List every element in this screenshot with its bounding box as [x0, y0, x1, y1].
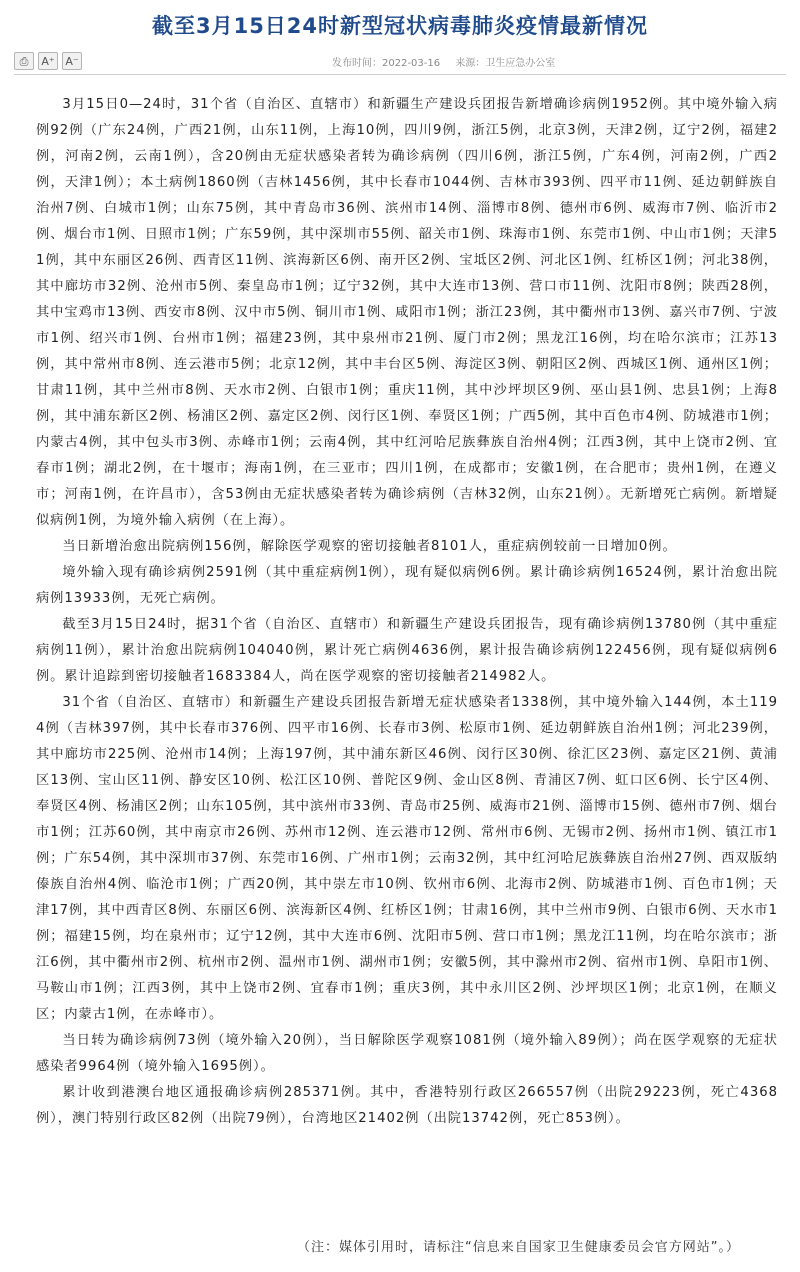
print-icon[interactable]: ⎙ [14, 52, 34, 70]
paragraph: 截至3月15日24时，据31个省（自治区、直辖市）和新疆生产建设兵团报告，现有确诊病例13780例（其中重症病例11例），累计治愈出院病例104040例，累计死亡病例4636例，累计报告确诊病例122456例，现有疑似病例6例。累计追踪到密切接触者1683384人，尚在医学观察的密切接触者214982人。 [36, 617, 778, 684]
publish-date: 发布时间：2022-03-16 [332, 58, 441, 69]
article-toolbar [14, 50, 786, 75]
source-label: 来源：卫生应急办公室 [455, 58, 556, 69]
article-body [36, 92, 778, 1132]
article-meta [332, 54, 567, 69]
paragraph: 境外输入现有确诊病例2591例（其中重症病例1例），现有疑似病例6例。累计确诊病例16524例，累计治愈出院病例13933例，无死亡病例。 [36, 565, 778, 606]
paragraph: 累计收到港澳台地区通报确诊病例285371例。其中，香港特别行政区266557例（出院29223例，死亡4368例），澳门特别行政区82例（出院79例），台湾地区21402例（出院13742例，死亡853例）。 [36, 1085, 778, 1126]
citation-note: （注：媒体引用时，请标注“信息来自国家卫生健康委员会官方网站”。） [297, 1240, 740, 1255]
paragraph: 3月15日0—24时，31个省（自治区、直辖市）和新疆生产建设兵团报告新增确诊病例1952例。其中境外输入病例92例（广东24例，广西21例，山东11例，上海10例，四川9例，浙江5例，北京3例，天津2例，辽宁2例，福建2例，河南2例，云南1例），含20例由无症状感染者转为确诊病例（四川6例，浙江5例，广东4例，河南2例，广西2例，天津1例）；本土病例1860例（吉林1456例，其中长春市1044例、吉林市393例、四平市11例、延边朝鲜族自治州7例、白城市1例；山东75例，其中青岛市36例、滨州市14例、淄博市8例、德州市6例、威海市7例、临沂市2例、烟台市1例、日照市1例；广东59例，其中深圳市55例、韶关市1例、珠海市1例、东莞市1例、中山市1例；天津51例，其中东丽区26例、西青区11例、滨海新区6例、南开区2例、宝坻区2例、河北区1例、红桥区1例；河北38例，其中廊坊市32例、沧州市5例、秦皇岛市1例；辽宁32例，其中大连市13例、营口市11例、沈阳市8例；陕西28例，其中宝鸡市13例、西安市8例、汉中市5例、铜川市1例、咸阳市1例；浙江23例，其中衢州市13例、嘉兴市7例、宁波市1例、绍兴市1例、台州市1例；福建23例，其中泉州市21例、厦门市2例；黑龙江16例，均在哈尔滨市；江苏13例，其中常州市8例、连云港市5例；北京12例，其中丰台区5例、海淀区3例、朝阳区2例、西城区1例、通州区1例；甘肃11例，其中兰州市8例、天水市2例、白银市1例；重庆11例，其中沙坪坝区9例、巫山县1例、忠县1例；上海8例，其中浦东新区2例、杨浦区2例、嘉定区2例、闵行区1例、奉贤区1例；广西5例，其中百色市4例、防城港市1例；内蒙古4例，其中包头市3例、赤峰市1例；云南4例，其中红河哈尼族彝族自治州4例；江西3例，其中上饶市2例、宜春市1例；湖北2例，在十堰市；海南1例，在三亚市；四川1例，在成都市；安徽1例，在合肥市；贵州1例，在遵义市；河南1例，在许昌市），含53例由无症状感染者转为确诊病例（吉林32例，山东21例）。无新增死亡病例。新增疑似病例1例，为境外输入病例（在上海）。 [36, 97, 778, 528]
font-decrease-icon[interactable]: A⁻ [62, 52, 82, 70]
paragraph: 当日转为确诊病例73例（境外输入20例），当日解除医学观察1081例（境外输入89例）；尚在医学观察的无症状感染者9964例（境外输入1695例）。 [36, 1033, 778, 1074]
paragraph: 当日新增治愈出院病例156例，解除医学观察的密切接触者8101人，重症病例较前一日增加0例。 [62, 539, 677, 554]
page-title: 截至3月15日24时新型冠状病毒肺炎疫情最新情况 [151, 14, 649, 38]
font-increase-icon[interactable]: A⁺ [38, 52, 58, 70]
paragraph: 31个省（自治区、直辖市）和新疆生产建设兵团报告新增无症状感染者1338例，其中境外输入144例，本土1194例（吉林397例，其中长春市376例、四平市16例、长春市3例、松原市1例、延边朝鲜族自治州1例；河北239例，其中廊坊市225例、沧州市14例；上海197例，其中浦东新区46例、闵行区30例、徐汇区23例、嘉定区21例、黄浦区13例、宝山区11例、静安区10例、松江区10例、普陀区9例、金山区8例、青浦区7例、虹口区6例、长宁区4例、奉贤区4例、杨浦区2例；山东105例，其中滨州市33例、青岛市25例、威海市21例、淄博市15例、德州市7例、烟台市1例；江苏60例，其中南京市26例、苏州市12例、连云港市12例、常州市6例、无锡市2例、扬州市1例、镇江市1例；广东54例，其中深圳市37例、东莞市16例、广州市1例；云南32例，其中红河哈尼族彝族自治州27例、西双版纳傣族自治州4例、临沧市1例；广西20例，其中崇左市10例、钦州市6例、北海市2例、防城港市1例、百色市1例；天津17例，其中西青区8例、东丽区6例、滨海新区4例、红桥区1例；甘肃16例，其中兰州市9例、白银市6例、天水市1例；福建15例，均在泉州市；辽宁12例，其中大连市6例、沈阳市5例、营口市1例；黑龙江11例，均在哈尔滨市；浙江6例，其中衢州市2例、杭州市2例、温州市1例、湖州市1例；安徽5例，其中滁州市2例、宿州市1例、阜阳市1例、马鞍山市1例；江西3例，其中上饶市2例、宜春市1例；重庆3例，其中永川区2例、沙坪坝区1例；北京1例，在顺义区；内蒙古1例，在赤峰市）。 [36, 695, 778, 1022]
